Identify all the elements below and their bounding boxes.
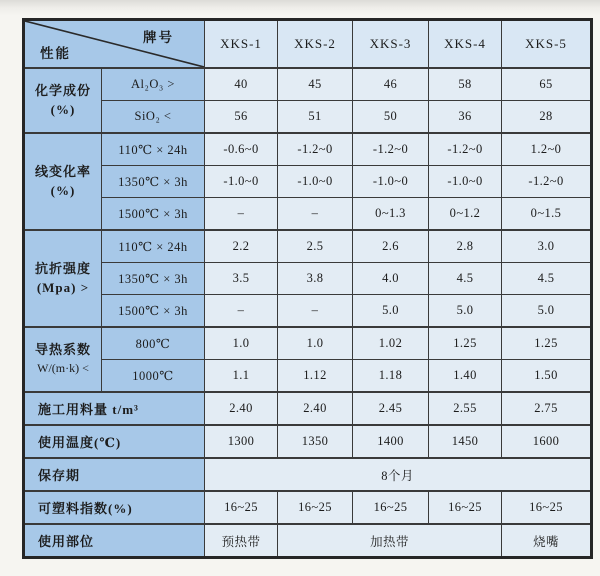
row-sublabel: SiO₂ < <box>102 101 205 134</box>
value-cell: 45 <box>278 68 353 101</box>
value-cell: 4.0 <box>353 263 429 295</box>
group-label-line2: (%) <box>50 101 76 117</box>
value-cell: 1450 <box>429 425 502 458</box>
value-cell: 3.8 <box>278 263 353 295</box>
value-cell: 16~25 <box>278 491 353 524</box>
table-row <box>24 327 592 360</box>
value-cell: 4.5 <box>429 263 502 295</box>
value-cell: 16~25 <box>353 491 429 524</box>
table-row <box>24 166 592 198</box>
value-cell: -1.2~0 <box>278 133 353 166</box>
usage-cell-heating-zone: 加热带 <box>278 524 502 558</box>
value-cell: 1.40 <box>429 360 502 393</box>
usage-cell-burner: 烧嘴 <box>502 524 592 558</box>
row-label-plasticity-index: 可塑料指数(%) <box>24 491 205 524</box>
value-cell: 1350 <box>278 425 353 458</box>
value-cell: 1.2~0 <box>502 133 592 166</box>
row-sublabel: Al₂O₃ > <box>102 68 205 101</box>
value-cell: 51 <box>278 101 353 134</box>
value-cell: -1.0~0 <box>429 166 502 198</box>
value-cell: 1.25 <box>502 327 592 360</box>
group-label-line2: W/(m·k) < <box>37 361 89 376</box>
table-row <box>24 425 592 458</box>
value-cell: 50 <box>353 101 429 134</box>
column-header: XKS-2 <box>278 20 353 69</box>
value-cell: 2.45 <box>353 392 429 425</box>
value-cell: 3.0 <box>502 230 592 263</box>
value-cell: 2.55 <box>429 392 502 425</box>
row-label-storage-period: 保存期 <box>24 458 205 491</box>
row-sublabel: 110℃ × 24h <box>102 133 205 166</box>
value-cell: 2.75 <box>502 392 592 425</box>
header-row <box>24 20 592 69</box>
row-sublabel: 800℃ <box>102 327 205 360</box>
value-cell: 65 <box>502 68 592 101</box>
value-cell: 16~25 <box>502 491 592 524</box>
value-cell: 5.0 <box>429 295 502 328</box>
group-label-line1: 抗折强度 <box>34 260 91 276</box>
value-cell: 2.5 <box>278 230 353 263</box>
row-sublabel: 1500℃ × 3h <box>102 295 205 328</box>
table-row <box>24 263 592 295</box>
value-cell: -0.6~0 <box>205 133 278 166</box>
value-cell: 58 <box>429 68 502 101</box>
value-cell: 1.02 <box>353 327 429 360</box>
corner-label-brand: 牌号 <box>143 30 174 45</box>
row-sublabel: 1500℃ × 3h <box>102 198 205 231</box>
value-cell: 1.25 <box>429 327 502 360</box>
group-label-line1: 导热系数 <box>34 342 91 358</box>
column-header: XKS-4 <box>429 20 502 69</box>
value-cell: 3.5 <box>205 263 278 295</box>
table-row <box>24 360 592 393</box>
column-header: XKS-3 <box>353 20 429 69</box>
value-cell: 16~25 <box>429 491 502 524</box>
group-label-line1: 线变化率 <box>34 163 91 179</box>
value-cell: 0~1.5 <box>502 198 592 231</box>
value-cell: – <box>205 295 278 328</box>
table-row <box>24 458 592 491</box>
value-cell: 1.18 <box>353 360 429 393</box>
column-header: XKS-1 <box>205 20 278 69</box>
row-label-usage-location: 使用部位 <box>24 524 205 558</box>
value-cell: 5.0 <box>353 295 429 328</box>
value-cell: 1300 <box>205 425 278 458</box>
value-cell: 1600 <box>502 425 592 458</box>
value-cell: 2.2 <box>205 230 278 263</box>
value-cell: – <box>278 198 353 231</box>
value-cell: 36 <box>429 101 502 134</box>
value-cell: -1.0~0 <box>353 166 429 198</box>
row-sublabel: 110℃ × 24h <box>102 230 205 263</box>
group-label-thermal-conductivity <box>24 327 102 392</box>
value-cell: -1.2~0 <box>353 133 429 166</box>
group-label-line1: 化学成份 <box>34 82 91 98</box>
table-row <box>24 491 592 524</box>
row-sublabel: 1350℃ × 3h <box>102 263 205 295</box>
value-cell: 56 <box>205 101 278 134</box>
table-row <box>24 68 592 101</box>
corner-label-property: 性能 <box>40 46 71 61</box>
value-cell: -1.2~0 <box>429 133 502 166</box>
value-cell: -1.0~0 <box>278 166 353 198</box>
value-cell: 2.8 <box>429 230 502 263</box>
table-row <box>24 198 592 231</box>
group-label-linear-change <box>24 133 102 230</box>
table-row <box>24 295 592 328</box>
value-cell: 46 <box>353 68 429 101</box>
table-row <box>24 101 592 134</box>
value-cell: -1.0~0 <box>205 166 278 198</box>
value-cell: 4.5 <box>502 263 592 295</box>
value-cell: 1.0 <box>205 327 278 360</box>
value-cell: 2.6 <box>353 230 429 263</box>
value-cell: 2.40 <box>205 392 278 425</box>
value-cell: 0~1.3 <box>353 198 429 231</box>
value-cell: 40 <box>205 68 278 101</box>
value-cell: – <box>278 295 353 328</box>
value-cell: 5.0 <box>502 295 592 328</box>
table-row <box>24 133 592 166</box>
table-row <box>24 230 592 263</box>
value-cell: 16~25 <box>205 491 278 524</box>
row-label-material-usage: 施工用料量 t/m³ <box>24 392 205 425</box>
value-cell: 1.0 <box>278 327 353 360</box>
group-label-line2: (Mpa) > <box>36 279 90 295</box>
storage-period-value: 8个月 <box>205 458 592 491</box>
table-row <box>24 524 592 558</box>
row-label-service-temperature: 使用温度(℃) <box>24 425 205 458</box>
group-label-line2: (%) <box>50 182 76 198</box>
row-sublabel: 1350℃ × 3h <box>102 166 205 198</box>
value-cell: 28 <box>502 101 592 134</box>
diagonal-header-cell <box>24 20 205 69</box>
value-cell: -1.2~0 <box>502 166 592 198</box>
table-row <box>24 392 592 425</box>
value-cell: 0~1.2 <box>429 198 502 231</box>
value-cell: 1.50 <box>502 360 592 393</box>
row-sublabel: 1000℃ <box>102 360 205 393</box>
value-cell: – <box>205 198 278 231</box>
group-label-flexural-strength <box>24 230 102 327</box>
value-cell: 1400 <box>353 425 429 458</box>
value-cell: 2.40 <box>278 392 353 425</box>
value-cell: 1.1 <box>205 360 278 393</box>
group-label-chemical <box>24 68 102 133</box>
spec-table <box>22 18 593 559</box>
value-cell: 1.12 <box>278 360 353 393</box>
usage-cell-preheat-zone: 预热带 <box>205 524 278 558</box>
column-header: XKS-5 <box>502 20 592 69</box>
